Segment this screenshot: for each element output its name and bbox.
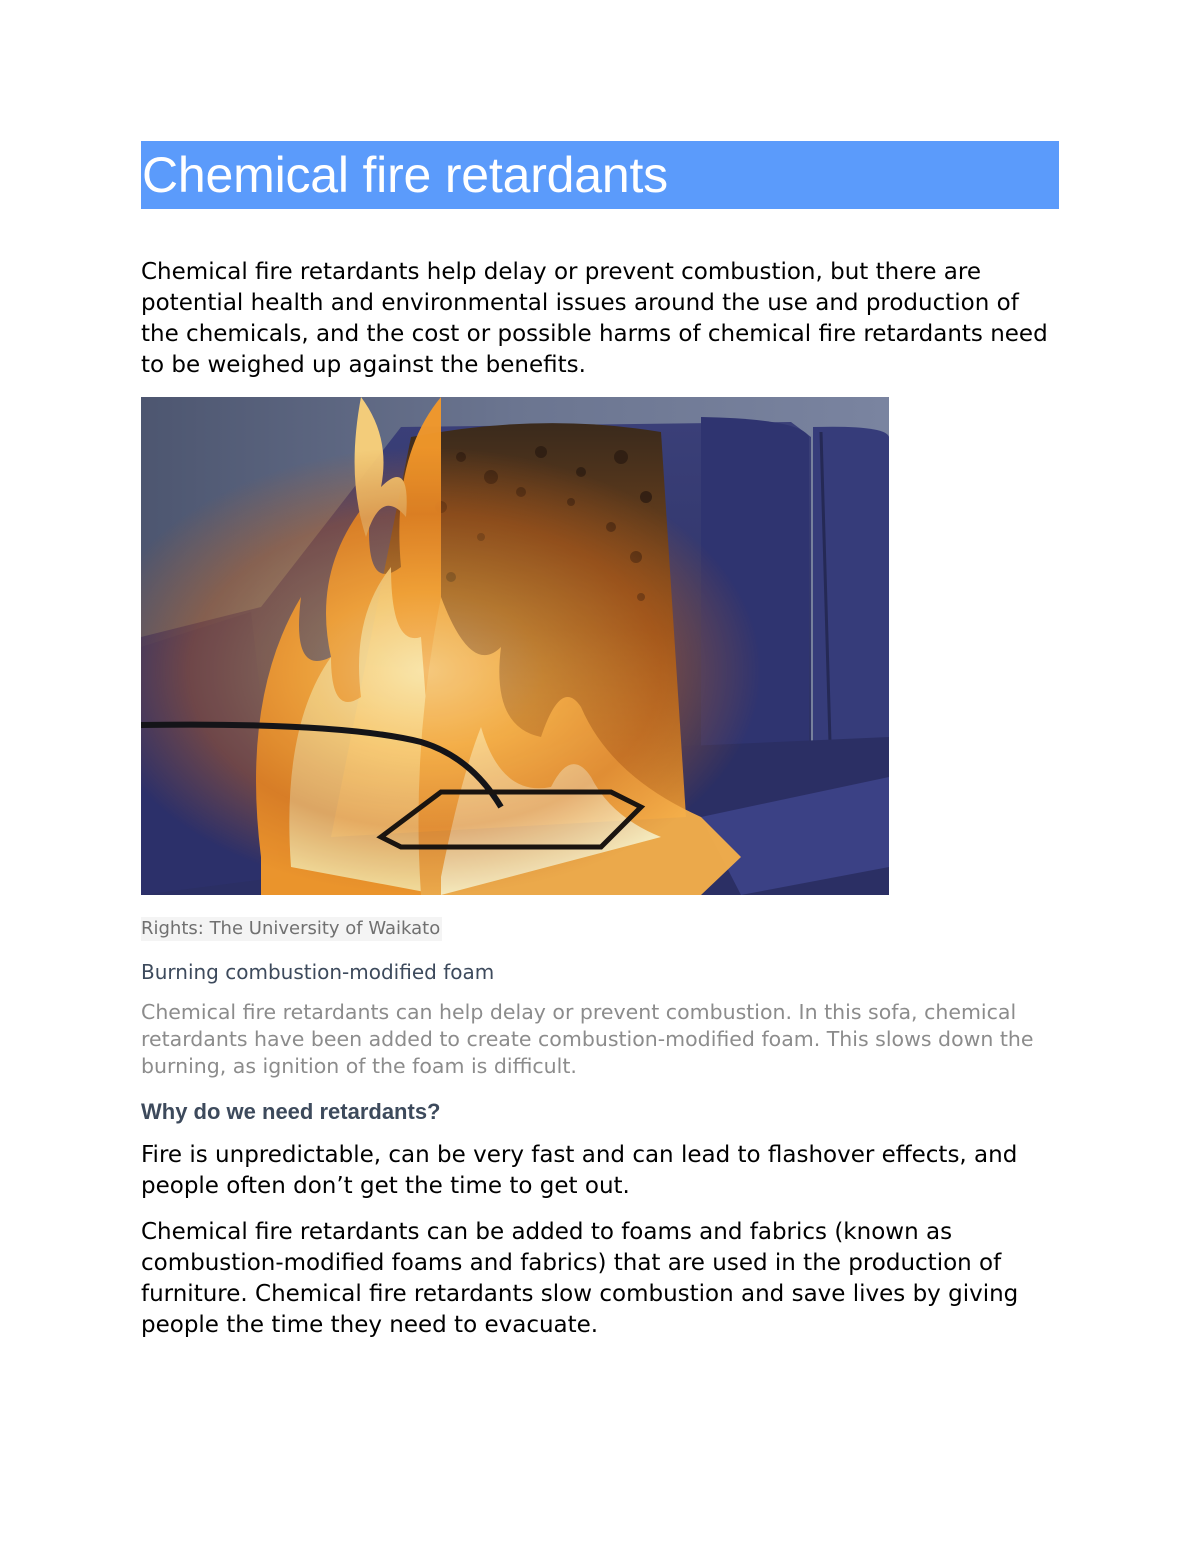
page-title: Chemical fire retardants — [142, 147, 668, 203]
burning-sofa-photo — [141, 397, 889, 895]
section-heading: Why do we need retardants? — [141, 1099, 441, 1124]
body-paragraph-1: Fire is unpredictable, can be very fast and can lead to flashover effects, and people often don’t get the time to get out. — [141, 1142, 1018, 1199]
title-banner — [141, 141, 1059, 209]
body-paragraph-2: Chemical fire retardants can be added to foams and fabrics (known as combustion-modified foams and fabrics) that are used in the production of furniture. Chemical fire retardants slow combustion and save lives by giving people the time they need to evacuate. — [141, 1219, 1019, 1338]
document-page — [141, 141, 1059, 1341]
image-rights: Rights: The University of Waikato — [141, 918, 441, 939]
intro-paragraph: Chemical fire retardants help delay or prevent combustion, but there are potential health and environmental issues around the use and production of the chemicals, and the cost or possible harms of chemical fire retardants need to be weighed up against the benefits. — [141, 259, 1048, 378]
figure-caption-text: Chemical fire retardants can help delay or prevent combustion. In this sofa, chemical retardants have been added to create combustion-modified foam. This slows down the burning, as ignition of the foam is difficult. — [141, 1000, 1034, 1078]
figure-caption-title: Burning combustion-modified foam — [141, 960, 495, 984]
